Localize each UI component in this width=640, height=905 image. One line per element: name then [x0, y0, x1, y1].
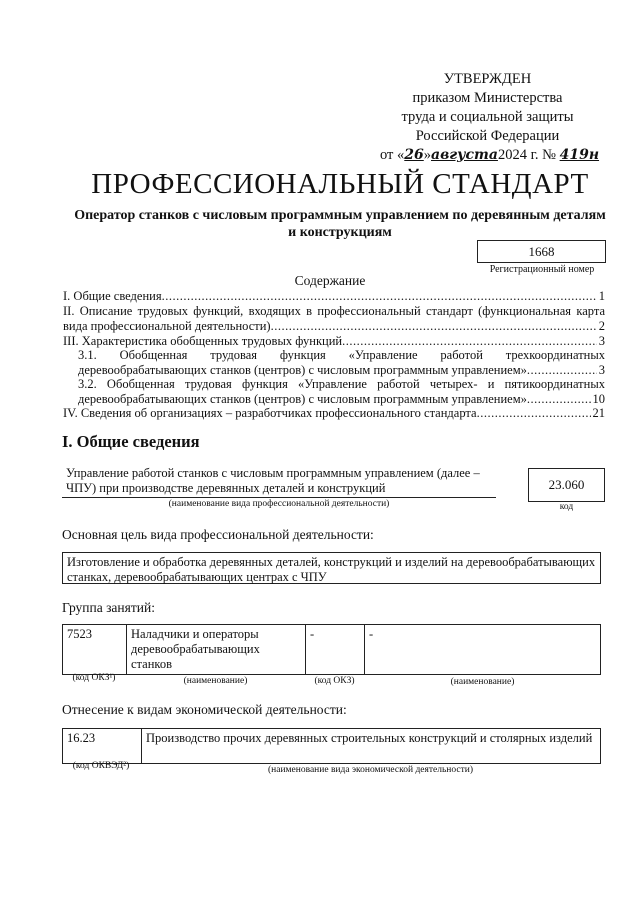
document-subtitle: Оператор станков с числовым программным управлением по деревянным деталям и конструкциям [74, 208, 606, 240]
table-row [63, 625, 601, 675]
okz-code2-cell: - [306, 625, 365, 675]
toc-heading: Содержание [294, 273, 366, 288]
document-title: ПРОФЕССИОНАЛЬНЫЙ СТАНДАРТ [91, 168, 589, 200]
okz-code2-caption: (код ОКЗ) [314, 676, 355, 686]
occupations-table [62, 624, 601, 675]
toc-item[interactable]: 3.1. Обобщенная трудовая функция «Управление работой трехкоординатных деревообрабатывающих станков (центров) с числовым программным управлением» ..... 3 [78, 348, 605, 377]
occupations-label: Группа занятий: [62, 600, 155, 615]
okz-code-caption: (код ОКЗ¹) [72, 673, 116, 683]
activity-name: Управление работой станков с числовым программным управлением (далее – ЧПУ) при производстве деревянных деталей и конструкций [62, 466, 496, 498]
okz-code-cell: 7523 [63, 625, 127, 675]
okved-name-cell: Производство прочих деревянных строительных конструкций и столярных изделий [142, 729, 601, 764]
toc-item[interactable]: III. Характеристика обобщенных трудовых функций ..... 3 [63, 334, 605, 349]
okved-code-cell: 16.23 [63, 729, 142, 764]
toc-item[interactable]: I. Общие сведения ..... 1 [63, 289, 605, 304]
approval-block [380, 70, 600, 165]
activity-caption: (наименование вида профессиональной деятельности) [168, 499, 390, 509]
okved-code-caption: (код ОКВЭД²) [72, 761, 130, 771]
okz-name-caption: (наименование) [183, 676, 248, 686]
toc-item[interactable]: IV. Сведения об организациях – разработчиках профессионального стандарта ..... 21 [63, 406, 605, 421]
handwritten-day: 26 [404, 147, 424, 163]
economic-table [62, 728, 601, 764]
approval-heading: УТВЕРЖДЕН [443, 71, 532, 87]
okz-name-cell: Наладчики и операторы деревообрабатывающих станков [127, 625, 306, 675]
economic-label: Отнесение к видам экономической деятельности: [62, 702, 347, 717]
registration-number-box: 1668 [477, 240, 606, 263]
registration-number-label: Регистрационный номер [489, 264, 595, 275]
table-row [63, 729, 601, 764]
toc-item[interactable]: II. Описание трудовых функций, входящих в профессиональный стандарт (функциональная карта вида профессиональной деятельности) ..... 2 [63, 304, 605, 333]
okz-name2-caption: (наименование) [450, 677, 515, 687]
okz-name2-cell: - [365, 625, 601, 675]
handwritten-month: августа [431, 147, 498, 163]
goal-label: Основная цель вида профессиональной деятельности: [62, 527, 374, 542]
approval-date: от «26»августа2024 г. № 419н [380, 147, 600, 163]
okved-name-caption: (наименование вида экономической деятельности) [268, 765, 473, 775]
section-heading: I. Общие сведения [62, 432, 200, 451]
goal-text-box: Изготовление и обработка деревянных деталей, конструкций и изделий на деревообрабатывающих станках, деревообрабатывающих центрах с ЧПУ [62, 552, 601, 584]
handwritten-number: 419н [559, 147, 600, 163]
approval-line: Российской Федерации [415, 128, 560, 144]
activity-code-box: 23.060 [528, 468, 605, 502]
approval-line: труда и социальной защиты [401, 109, 574, 125]
code-caption: код [559, 502, 574, 512]
toc-item[interactable]: 3.2. Обобщенная трудовая функция «Управление работой четырех- и пятикоординатных деревообрабатывающих станков (центров) с числовым программным управлением» ..... 10 [78, 377, 605, 406]
approval-line: приказом Министерства [412, 90, 563, 106]
